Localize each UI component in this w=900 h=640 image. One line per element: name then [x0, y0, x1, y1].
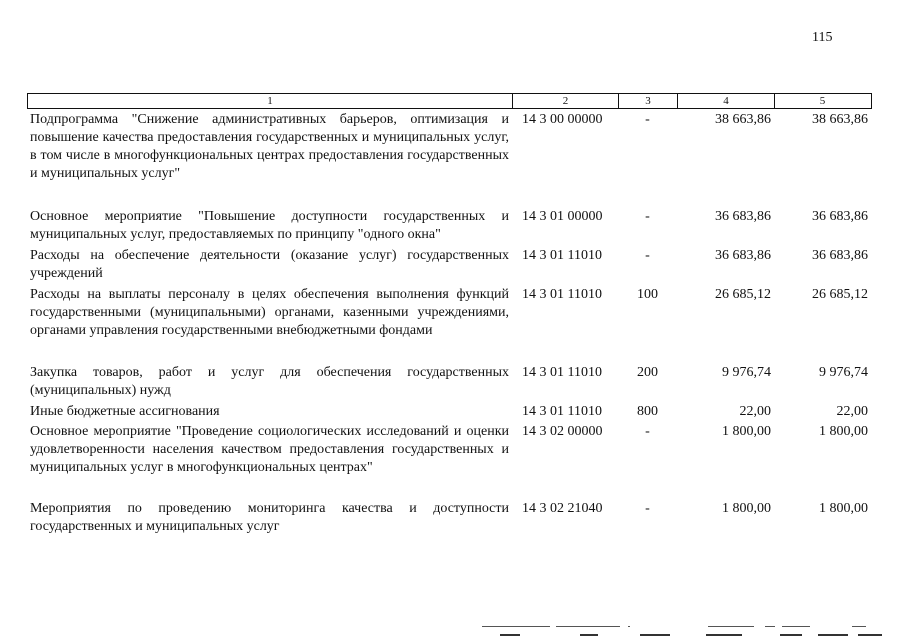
row-code: 14 3 01 11010	[522, 248, 602, 263]
row-name: Основное мероприятие "Проведение социологических исследований и оценки удовлетворенности населения качеством предоставления государственных и муниципальных услуг в многофункциональных центрах"	[30, 424, 509, 475]
row-amount-col4: 1 800,00	[722, 424, 771, 439]
header-col-2: 2	[513, 94, 619, 108]
scan-artifact-lines	[480, 622, 890, 640]
row-amount-col5: 22,00	[836, 404, 868, 419]
row-name: Мероприятия по проведению мониторинга качества и доступности государственных и муниципальных услуг	[30, 501, 509, 534]
row-name: Иные бюджетные ассигнования	[30, 404, 220, 419]
header-col-4: 4	[678, 94, 775, 108]
row-expense-type: 100	[637, 287, 658, 302]
row-amount-col5: 36 683,86	[812, 209, 868, 224]
row-amount-col4: 26 685,12	[715, 287, 771, 302]
row-expense-type: -	[645, 112, 650, 127]
row-name: Основное мероприятие "Повышение доступности государственных и муниципальных услуг, предоставляемых по принципу "одного окна"	[30, 209, 509, 242]
row-amount-col5: 9 976,74	[819, 365, 868, 380]
header-col-1: 1	[28, 94, 513, 108]
row-code: 14 3 01 11010	[522, 365, 602, 380]
row-code: 14 3 01 11010	[522, 404, 602, 419]
row-name: Расходы на обеспечение деятельности (оказание услуг) государственных учреждений	[30, 248, 509, 281]
row-name: Подпрограмма "Снижение административных барьеров, оптимизация и повышение качества предоставления государственных и муниципальных услуг, в том числе в многофункциональных центрах предоставления государственных и муниципальных услуг"	[30, 112, 509, 181]
row-amount-col4: 1 800,00	[722, 501, 771, 516]
row-amount-col4: 38 663,86	[715, 112, 771, 127]
row-expense-type: -	[645, 248, 650, 263]
row-amount-col5: 26 685,12	[812, 287, 868, 302]
page-number: 115	[812, 30, 833, 45]
row-code: 14 3 01 00000	[522, 209, 603, 224]
row-expense-type: -	[645, 209, 650, 224]
row-code: 14 3 00 00000	[522, 112, 603, 127]
row-expense-type: 800	[637, 404, 658, 419]
row-name: Закупка товаров, работ и услуг для обеспечения государственных (муниципальных) нужд	[30, 365, 509, 398]
row-amount-col5: 36 683,86	[812, 248, 868, 263]
row-amount-col5: 38 663,86	[812, 112, 868, 127]
row-code: 14 3 02 21040	[522, 501, 603, 516]
table-header-row	[27, 93, 872, 109]
row-name: Расходы на выплаты персоналу в целях обеспечения выполнения функций государственными (муниципальными) органами, казенными учреждениями, органами управления государственными внебюджетными фондами	[30, 287, 509, 338]
row-amount-col4: 36 683,86	[715, 248, 771, 263]
row-amount-col4: 9 976,74	[722, 365, 771, 380]
row-code: 14 3 01 11010	[522, 287, 602, 302]
row-amount-col4: 22,00	[739, 404, 771, 419]
row-expense-type: -	[645, 501, 650, 516]
row-amount-col4: 36 683,86	[715, 209, 771, 224]
row-amount-col5: 1 800,00	[819, 424, 868, 439]
row-expense-type: -	[645, 424, 650, 439]
row-expense-type: 200	[637, 365, 658, 380]
header-col-5: 5	[819, 95, 826, 107]
row-code: 14 3 02 00000	[522, 424, 603, 439]
row-amount-col5: 1 800,00	[819, 501, 868, 516]
header-col-3: 3	[619, 94, 678, 108]
